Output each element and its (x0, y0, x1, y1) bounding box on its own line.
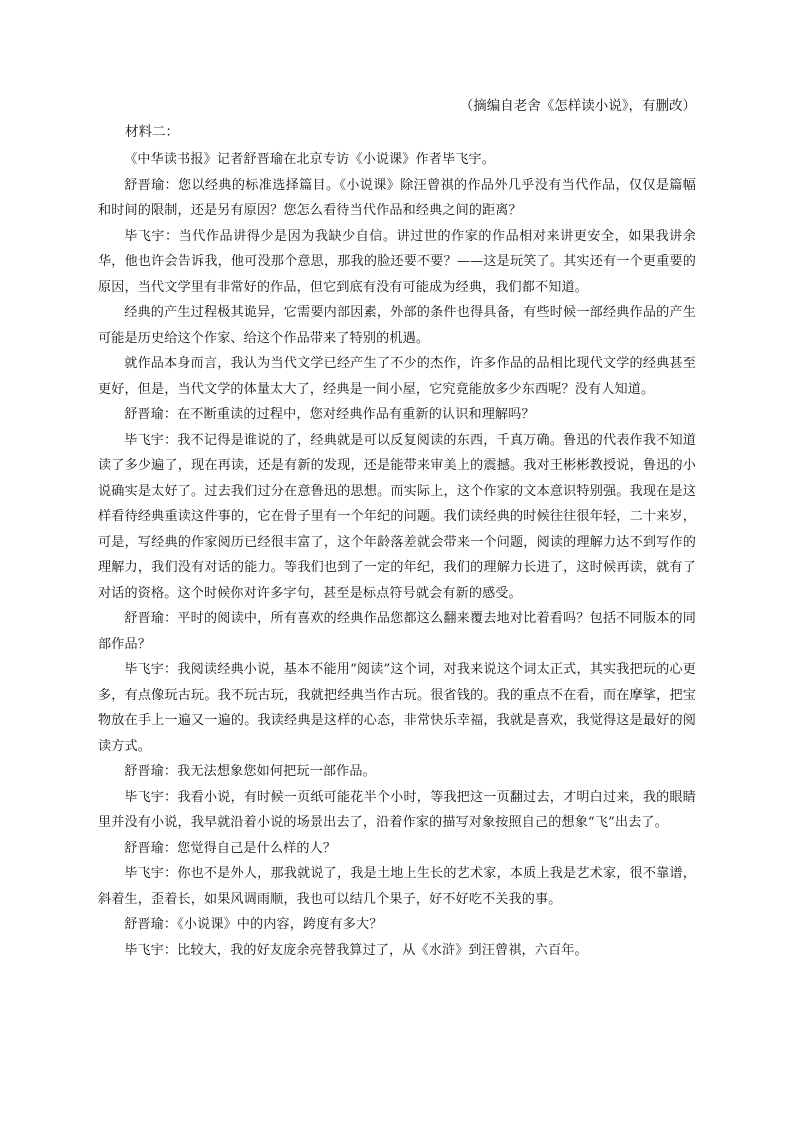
section-label: 材料二： (125, 124, 179, 139)
source-note: （摘编自老舍《怎样读小说》，有删改） (459, 98, 696, 113)
paragraph: 舒晋瑜：《小说课》中的内容，跨度有多大？ (124, 917, 383, 932)
paragraph: 舒晋瑜：在不断重读的过程中，您对经典作品有重新的认识和理解吗？ (124, 407, 535, 422)
paragraph: 经典的产生过程极其诡异，它需要内部因素，外部的条件也得具备，有些时候一部经典作品的产生可能是历史给这个作家、给这个作品带来了特别的机遇。 (98, 305, 696, 346)
paragraph: 毕飞宇：我阅读经典小说，基本不能用“阅读”这个词，对我来说这个词太正式，其实我把玩的心更多，有点像玩古玩。我不玩古玩，我就把经典当作古玩。很省钱的。我的重点不在看，而在摩挲，把宝物放在手上一遍又一遍的。我读经典是这样的心态，非常快乐幸福，我就是喜欢，我觉得这是最好的阅读方式。 (98, 662, 696, 754)
paragraph: 舒晋瑜：您以经典的标准选择篇目。《小说课》除汪曾祺的作品外几乎没有当代作品，仅仅是篇幅和时间的限制，还是另有原因？您怎么看待当代作品和经典之间的距离？ (98, 177, 696, 218)
paragraph: 舒晋瑜：您觉得自己是什么样的人？ (124, 840, 337, 856)
paragraph: 毕飞宇：当代作品讲得少是因为我缺少自信。讲过世的作家的作品相对来讲更安全，如果我讲余华，他也许会告诉我，他可没那个意思，那我的脸还要不要？——这是玩笑了。其实还有一个更重要的原因，当代文学里有非常好的作品，但它到底有没有可能成为经典，我们都不知道。 (98, 228, 696, 295)
paragraph: 《中华读书报》记者舒晋瑜在北京专访《小说课》作者毕飞宇。 (124, 152, 496, 167)
paragraph: 舒晋瑜：平时的阅读中，所有喜欢的经典作品您都这么翻来覆去地对比着看吗？包括不同版本的同部作品？ (98, 611, 696, 652)
paragraph: 毕飞宇：比较大，我的好友庞余亮替我算过了，从《水浒》到汪曾祺，六百年。 (124, 942, 588, 958)
paragraph: 毕飞宇：你也不是外人，那我就说了，我是土地上生长的艺术家，本质上我是艺术家，很不靠谱，斜着生，歪着长，如果风调雨顺，我也可以结几个果子，好不好吃不关我的事。 (98, 866, 696, 907)
paragraph: 毕飞宇：我不记得是谁说的了，经典就是可以反复阅读的东西，千真万确。鲁迅的代表作我不知道读了多少遍了，现在再读，还是有新的发现，还是能带来审美上的震撼。我对王彬彬教授说，鲁迅的小说确实是太好了。过去我们过分在意鲁迅的思想。而实际上，这个作家的文本意识特别强。我现在是这样看待经典重读这件事的，它在骨子里有一个年纪的问题。我们读经典的时候往往很年轻，二十来岁，可是，写经典的作家阅历已经很丰富了，这个年龄落差就会带来一个问题，阅读的理解力达不到写作的理解力，我们没有对话的能力。等我们也到了一定的年纪，我们的理解力长进了，这时候再读，就有了对话的资格。这个时候你对许多字句，甚至是标点符号就会有新的感受。 (98, 432, 696, 601)
paragraph: 就作品本身而言，我认为当代文学已经产生了不少的杰作，许多作品的品相比现代文学的经典甚至更好，但是，当代文学的体量太大了，经典是一间小屋，它究竟能放多少东西呢？没有人知道。 (98, 356, 696, 397)
paragraph: 舒晋瑜：我无法想象您如何把玩一部作品。 (124, 764, 376, 779)
paragraph: 毕飞宇：我看小说，有时候一页纸可能花半个小时，等我把这一页翻过去，才明白过来，我的眼睛里并没有小说，我早就沿着小说的场景出去了，沿着作家的描写对象按照自己的想象“飞”出去了。 (98, 789, 696, 830)
